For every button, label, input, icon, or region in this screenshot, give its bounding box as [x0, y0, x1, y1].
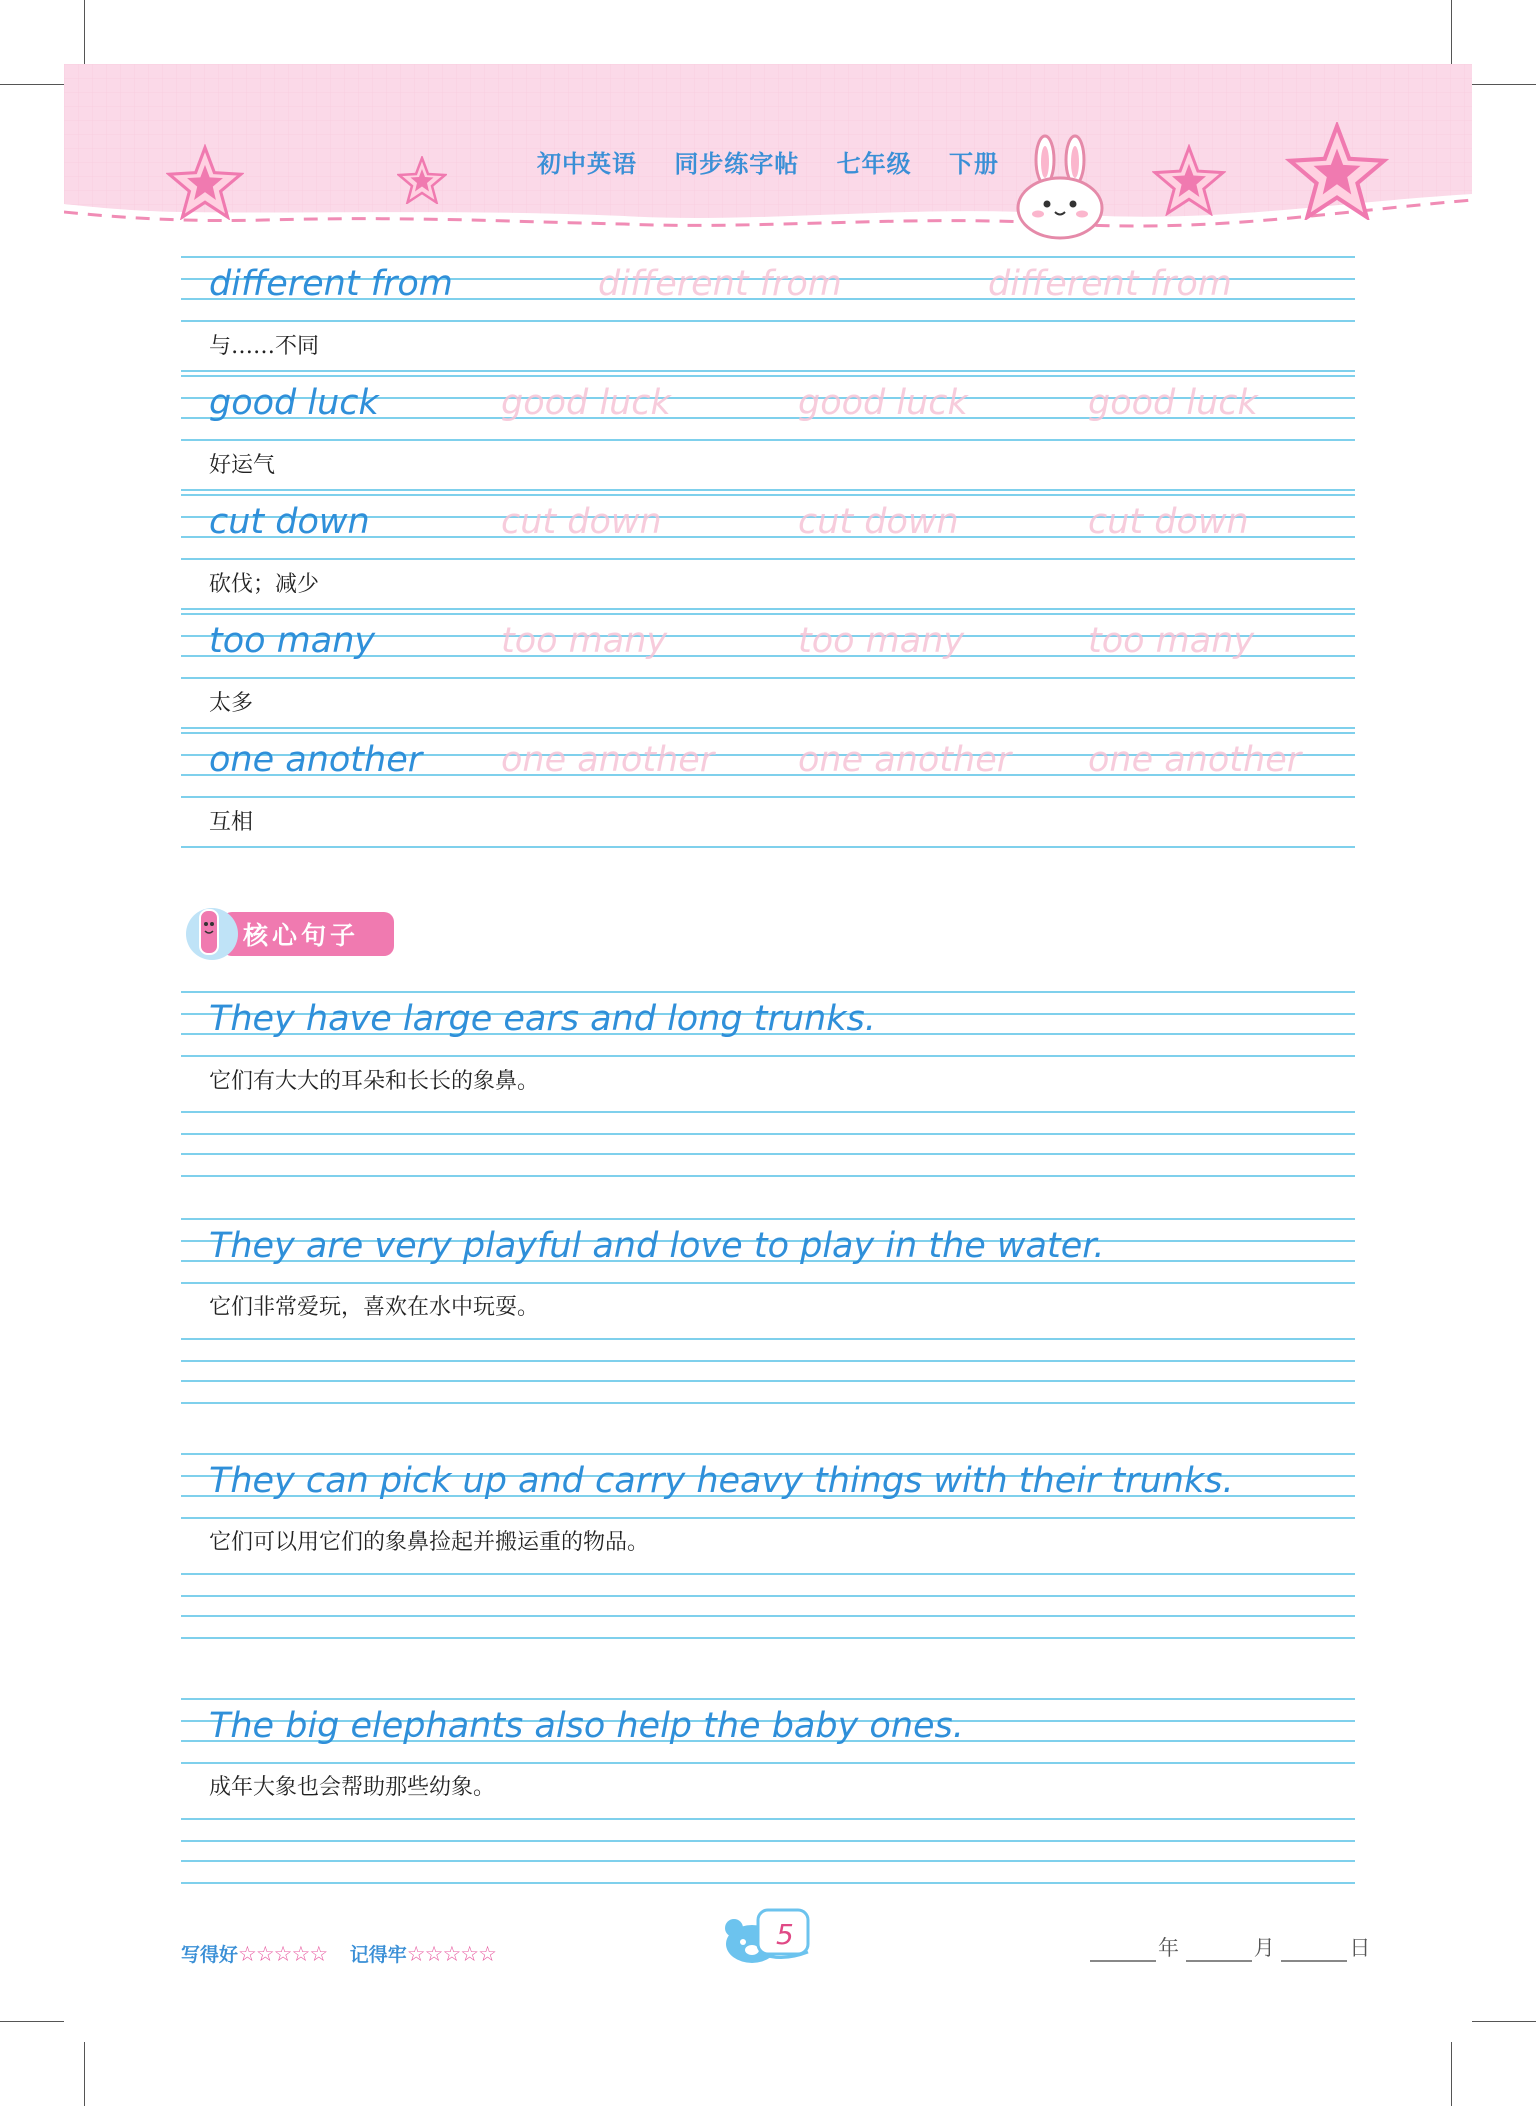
guide-line [181, 439, 1355, 441]
guide-line [181, 796, 1355, 798]
guide-line [181, 1380, 1355, 1382]
book-title [64, 144, 1472, 179]
phrase-chinese: 好运气 [209, 453, 276, 478]
phrase-english: good luck [209, 383, 379, 423]
phrase-chinese: 砍伐；减少 [209, 572, 320, 597]
phrase-trace: good luck [501, 383, 671, 423]
guide-line [181, 1153, 1355, 1155]
guide-line [181, 1840, 1355, 1842]
phrase-trace: too many [1088, 621, 1255, 661]
guide-line [181, 608, 1355, 610]
phrase-english: too many [209, 621, 376, 661]
guide-line [181, 1175, 1355, 1177]
sentence-chinese: 它们非常爱玩，喜欢在水中玩耍。 [209, 1295, 540, 1320]
guide-line [181, 1111, 1355, 1113]
phrase-english: one another [209, 740, 423, 780]
month-label: 月 [1253, 1936, 1275, 1960]
guide-line [181, 1573, 1355, 1575]
phrase-english: cut down [209, 502, 370, 542]
sentence-english: They have large ears and long trunks. [209, 999, 876, 1039]
sentence-chinese: 它们有大大的耳朵和长长的象鼻。 [209, 1069, 540, 1094]
crop-mark [84, 2042, 85, 2106]
guide-line [181, 320, 1355, 322]
phrase-trace: one another [1088, 740, 1302, 780]
title-volume: 下册 [949, 150, 1000, 178]
guide-line [181, 1133, 1355, 1135]
guide-line [181, 256, 1355, 258]
sentence-chinese: 它们可以用它们的象鼻捡起并搬运重的物品。 [209, 1530, 650, 1555]
phrase-trace: cut down [798, 502, 959, 542]
rating-stars[interactable]: ☆☆☆☆☆ [238, 1942, 328, 1966]
phrase-chinese: 互相 [209, 810, 254, 835]
month-blank[interactable] [1186, 1942, 1252, 1962]
guide-line [181, 370, 1355, 372]
guide-line [181, 1615, 1355, 1617]
guide-line [181, 613, 1355, 615]
guide-line [181, 1402, 1355, 1404]
phrase-trace: cut down [1088, 502, 1249, 542]
write-well-label: 写得好 [181, 1944, 239, 1966]
crop-mark [1451, 2042, 1452, 2106]
phrase-trace: too many [501, 621, 668, 661]
phrase-trace: too many [798, 621, 965, 661]
phrase-trace: different from [988, 264, 1232, 304]
guide-line [181, 1517, 1355, 1519]
sentence-english: They are very playful and love to play in the water. [209, 1226, 1105, 1266]
phrase-chinese: 太多 [209, 691, 254, 716]
guide-line [181, 677, 1355, 679]
guide-line [181, 1338, 1355, 1340]
phrase-english: different from [209, 264, 453, 304]
crop-mark [0, 2021, 64, 2022]
rating-stars[interactable]: ☆☆☆☆☆ [406, 1942, 496, 1966]
guide-line [181, 991, 1355, 993]
phrase-trace: one another [501, 740, 715, 780]
phrase-trace: different from [598, 264, 842, 304]
guide-line [181, 1882, 1355, 1884]
phrase-trace: one another [798, 740, 1012, 780]
guide-line [181, 1282, 1355, 1284]
guide-line [181, 1762, 1355, 1764]
section-title: 核心句子 [243, 921, 360, 950]
year-label: 年 [1158, 1936, 1179, 1960]
crop-mark [0, 84, 64, 85]
crop-mark [1472, 84, 1536, 85]
guide-line [181, 489, 1355, 491]
guide-line [181, 732, 1355, 734]
crop-mark [1472, 2021, 1536, 2022]
guide-line [181, 1818, 1355, 1820]
guide-line [181, 846, 1355, 848]
phrase-trace: cut down [501, 502, 662, 542]
guide-line [181, 1637, 1355, 1639]
title-type: 同步练字帖 [674, 150, 800, 178]
sentence-chinese: 成年大象也会帮助那些幼象。 [209, 1775, 496, 1800]
crop-mark [1451, 0, 1452, 64]
header-banner [64, 64, 1472, 244]
guide-line [181, 1218, 1355, 1220]
guide-line [181, 1055, 1355, 1057]
date-fields [1090, 1932, 1370, 1962]
phrase-chinese: 与……不同 [209, 334, 320, 359]
day-blank[interactable] [1281, 1942, 1347, 1962]
sentence-english: The big elephants also help the baby ones. [209, 1706, 964, 1746]
page-number: 5 [776, 1918, 794, 1951]
guide-line [181, 375, 1355, 377]
title-grade: 七年级 [836, 150, 912, 178]
title-subject: 初中英语 [536, 150, 637, 178]
day-label: 日 [1349, 1936, 1371, 1960]
crop-mark [84, 0, 85, 64]
guide-line [181, 727, 1355, 729]
guide-line [181, 1360, 1355, 1362]
phrase-trace: good luck [798, 383, 968, 423]
year-blank[interactable] [1090, 1942, 1156, 1962]
guide-line [181, 1453, 1355, 1455]
guide-line [181, 1698, 1355, 1700]
phrase-trace: good luck [1088, 383, 1258, 423]
sentence-english: They can pick up and carry heavy things with their trunks. [209, 1461, 1234, 1501]
guide-line [181, 1860, 1355, 1862]
guide-line [181, 558, 1355, 560]
guide-line [181, 494, 1355, 496]
self-rating [181, 1940, 512, 1967]
guide-line [181, 1595, 1355, 1597]
remember-label: 记得牢 [349, 1944, 407, 1966]
